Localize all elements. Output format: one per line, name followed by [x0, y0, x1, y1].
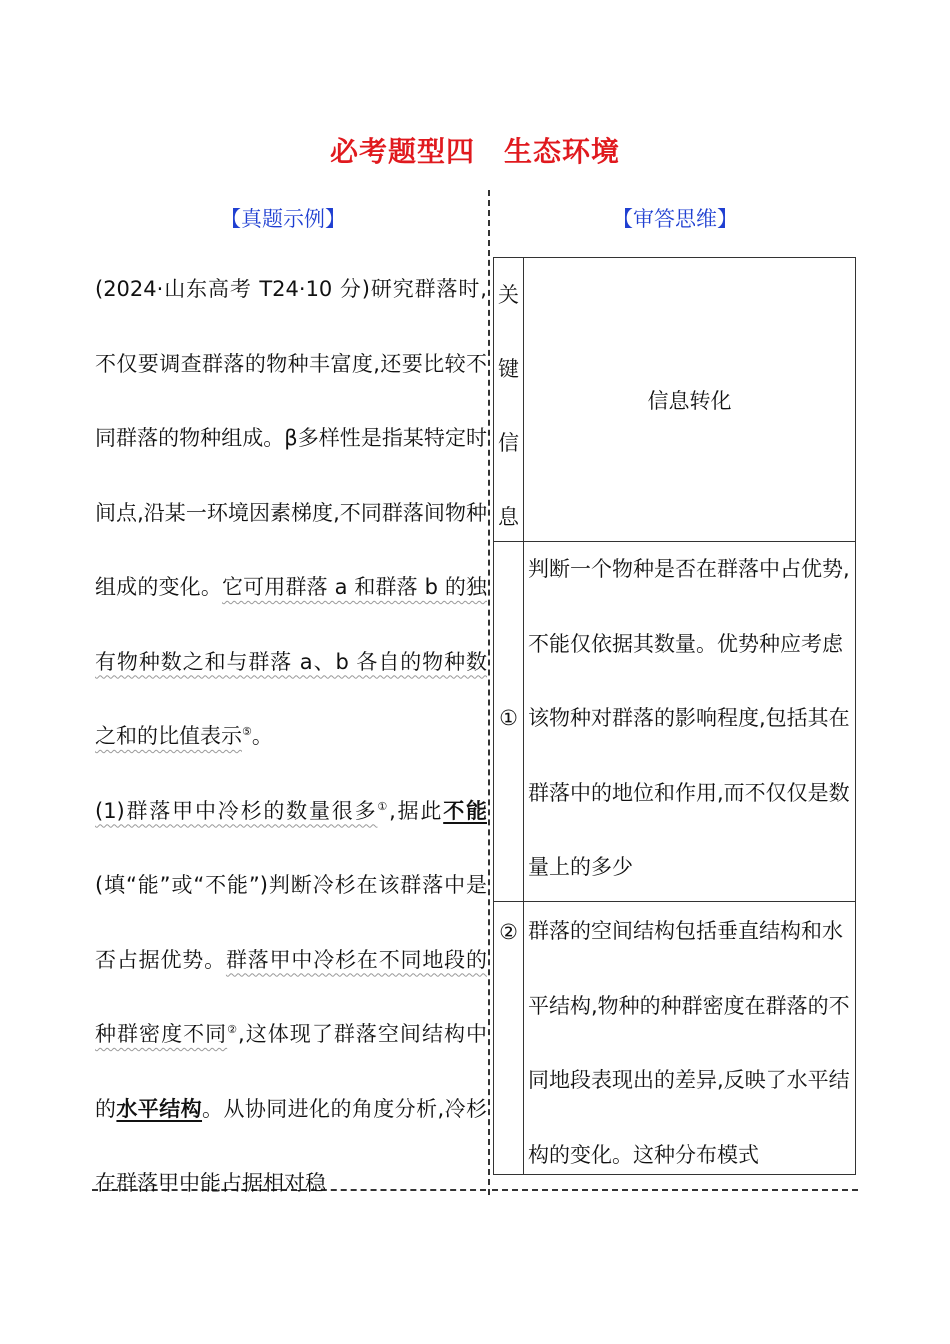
answer-2: 水平结构: [116, 1096, 203, 1121]
source-label: (2024·山东高考 T24·10 分): [95, 277, 370, 301]
info-conversion-header: 信息转化: [647, 388, 732, 413]
marker-1: ①: [377, 799, 390, 813]
row-key: ①: [494, 542, 524, 901]
thinking-header: 【审答思维】: [612, 207, 738, 231]
key-info-header: 关 键 信 息: [494, 258, 524, 541]
key-phrase-5: 它可用群落 a 和群落 b 的独有物种数之和与群落 a、b 各自的物种数之和的比值表示: [95, 575, 488, 748]
vertical-divider: [488, 190, 490, 1195]
row-key: ②: [494, 902, 524, 1175]
table-row: [494, 902, 855, 1175]
example-header: 【真题示例】: [220, 207, 346, 231]
answer-1: 不能: [443, 798, 487, 823]
analysis-table: [493, 257, 856, 1175]
question-passage: [95, 252, 487, 1221]
key-phrase-2: 群落甲中冷杉在不同地段的种群密度不同: [95, 947, 488, 1046]
row-text: 群落的空间结构包括垂直结构和水平结构,物种的种群密度在群落的不同地段表现出的差异,反映了水平结构的变化。这种分布模式: [528, 919, 850, 1167]
bottom-divider-right: [492, 1189, 858, 1191]
key-phrase-1: (1)群落甲中冷杉的数量很多: [95, 798, 378, 823]
question-1: (1)群落甲中冷杉的数量很多①,据此不能(填“能”或“不能”)判断冷杉在该群落中是否占据优势。群落甲中冷杉在不同地段的种群密度不同②,这体现了群落空间结构中的水平结构。从协同进化的角度分析,冷杉在群落甲中能占据相对稳: [95, 798, 488, 1195]
marker-5: ⑤: [242, 725, 252, 738]
row-text: 判断一个物种是否在群落中占优势,不能仅依据其数量。优势种应考虑该物种对群落的影响程度,包括其在群落中的地位和作用,而不仅仅是数量上的多少: [528, 557, 850, 879]
table-header-row: [494, 258, 855, 542]
table-row: [494, 542, 855, 902]
page-title: 必考题型四 生态环境: [329, 135, 620, 168]
marker-2: ②: [227, 1023, 239, 1036]
passage-intro: (2024·山东高考 T24·10 分)研究群落时,不仅要调查群落的物种丰富度,还要比较不同群落的物种组成。β多样性是指某特定时间点,沿某一环境因素梯度,不同群落间物种组成的变化。它可用群落 a 和群落 b 的独有物种数之和与群落 a、b 各自的物种数之和的比值表示⑤。: [95, 277, 488, 748]
